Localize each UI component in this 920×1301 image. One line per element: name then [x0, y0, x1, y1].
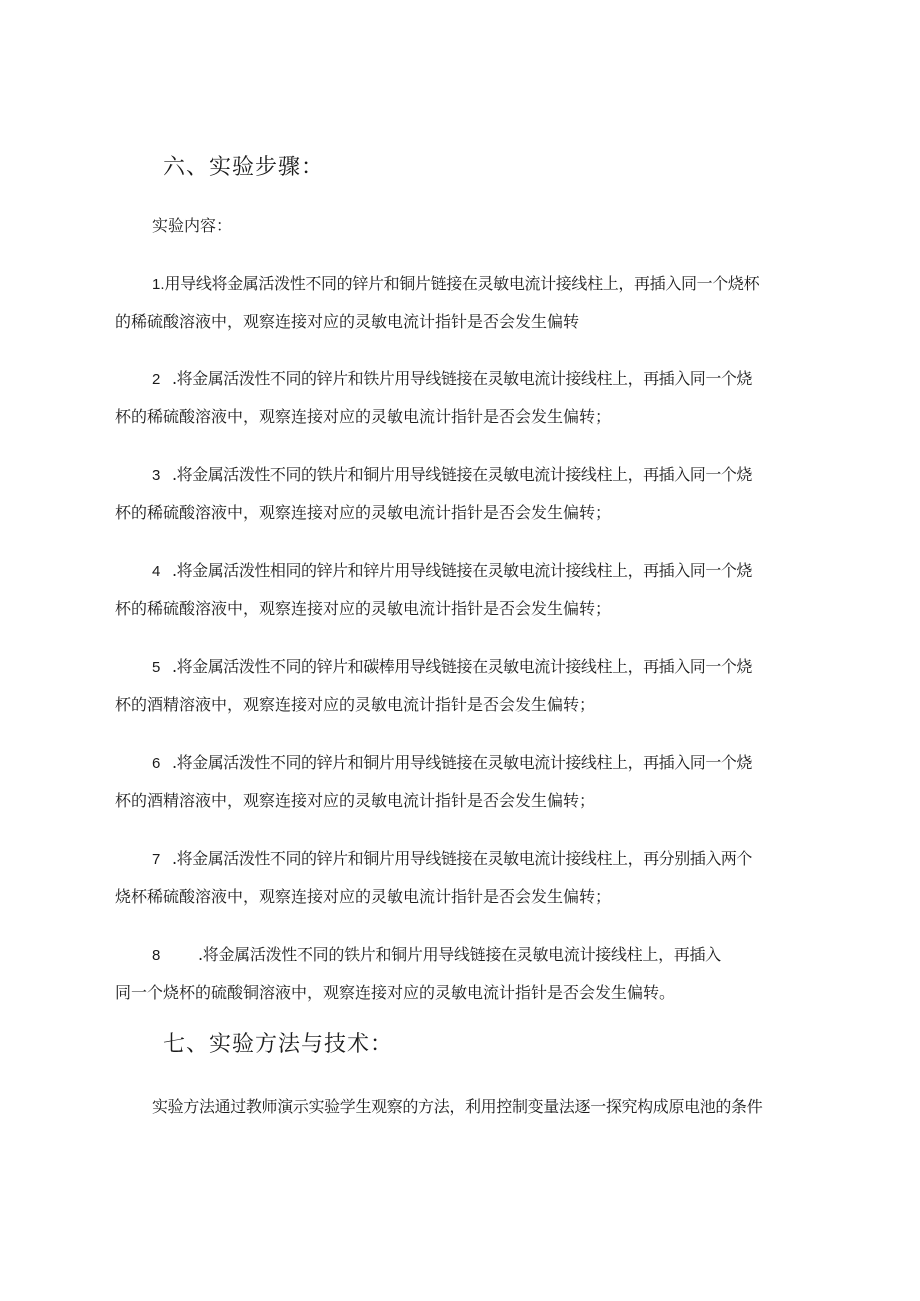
- step-4-line-1: .将金属活泼性相同的锌片和锌片用导线链接在灵敏电流计接线柱上，再插入同一个烧: [172, 561, 752, 580]
- step-2-number: 2: [152, 371, 161, 388]
- step-6-line-1: .将金属活泼性不同的锌片和铜片用导线链接在灵敏电流计接线柱上，再插入同一个烧: [172, 753, 752, 772]
- step-1-line-1: 用导线将金属活泼性不同的锌片和铜片链接在灵敏电流计接线柱上，再插入同一个烧杯: [164, 274, 760, 293]
- step-3: [115, 465, 815, 525]
- step-2-line-1: .将金属活泼性不同的锌片和铁片用导线链接在灵敏电流计接线柱上，再插入同一个烧: [172, 369, 752, 388]
- step-5-line-1: .将金属活泼性不同的锌片和碳棒用导线链接在灵敏电流计接线柱上，再插入同一个烧: [172, 657, 752, 676]
- step-8-line-1: .将金属活泼性不同的铁片和铜片用导线链接在灵敏电流计接线柱上，再插入: [198, 945, 721, 964]
- step-6-number: 6: [152, 755, 161, 772]
- step-8-number: 8: [152, 947, 161, 964]
- step-5-number: 5: [152, 659, 161, 676]
- step-5: [115, 657, 815, 717]
- step-3-line-1: .将金属活泼性不同的铁片和铜片用导线链接在灵敏电流计接线柱上，再插入同一个烧: [172, 465, 752, 484]
- step-7-number: 7: [152, 851, 161, 868]
- section-6-heading: 六、实验步骤：: [163, 155, 325, 180]
- step-2: [115, 369, 815, 429]
- step-3-number: 3: [152, 467, 161, 484]
- step-4-line-2: 杯的稀硫酸溶液中，观察连接对应的灵敏电流计指针是否会发生偏转；: [115, 599, 612, 618]
- step-4-number: 4: [152, 563, 161, 580]
- step-7-line-1: .将金属活泼性不同的锌片和铜片用导线链接在灵敏电流计接线柱上，再分别插入两个: [172, 849, 752, 868]
- step-8-line-2: 同一个烧杯的硫酸铜溶液中，观察连接对应的灵敏电流计指针是否会发生偏转。: [115, 983, 676, 1002]
- step-2-line-2: 杯的稀硫酸溶液中，观察连接对应的灵敏电流计指针是否会发生偏转；: [115, 407, 612, 426]
- step-8: [115, 945, 815, 1005]
- section-7-heading: 七、实验方法与技术：: [163, 1032, 394, 1057]
- step-1: [115, 274, 815, 334]
- experiment-content-label: 实验内容：: [152, 216, 233, 235]
- step-1-number: 1.: [152, 276, 165, 293]
- step-6-line-2: 杯的酒精溶液中，观察连接对应的灵敏电流计指针是否会发生偏转；: [115, 791, 596, 810]
- step-7-line-2: 烧杯稀硫酸溶液中，观察连接对应的灵敏电流计指针是否会发生偏转；: [115, 887, 612, 906]
- step-6: [115, 753, 815, 813]
- step-3-line-2: 杯的稀硫酸溶液中，观察连接对应的灵敏电流计指针是否会发生偏转；: [115, 503, 612, 522]
- methods-paragraph: 实验方法通过教师演示实验学生观察的方法，利用控制变量法逐一探究构成原电池的条件: [152, 1097, 763, 1116]
- step-1-line-2: 的稀硫酸溶液中，观察连接对应的灵敏电流计指针是否会发生偏转: [115, 312, 580, 331]
- step-4: [115, 561, 815, 621]
- step-5-line-2: 杯的酒精溶液中，观察连接对应的灵敏电流计指针是否会发生偏转；: [115, 695, 596, 714]
- step-7: [115, 849, 815, 909]
